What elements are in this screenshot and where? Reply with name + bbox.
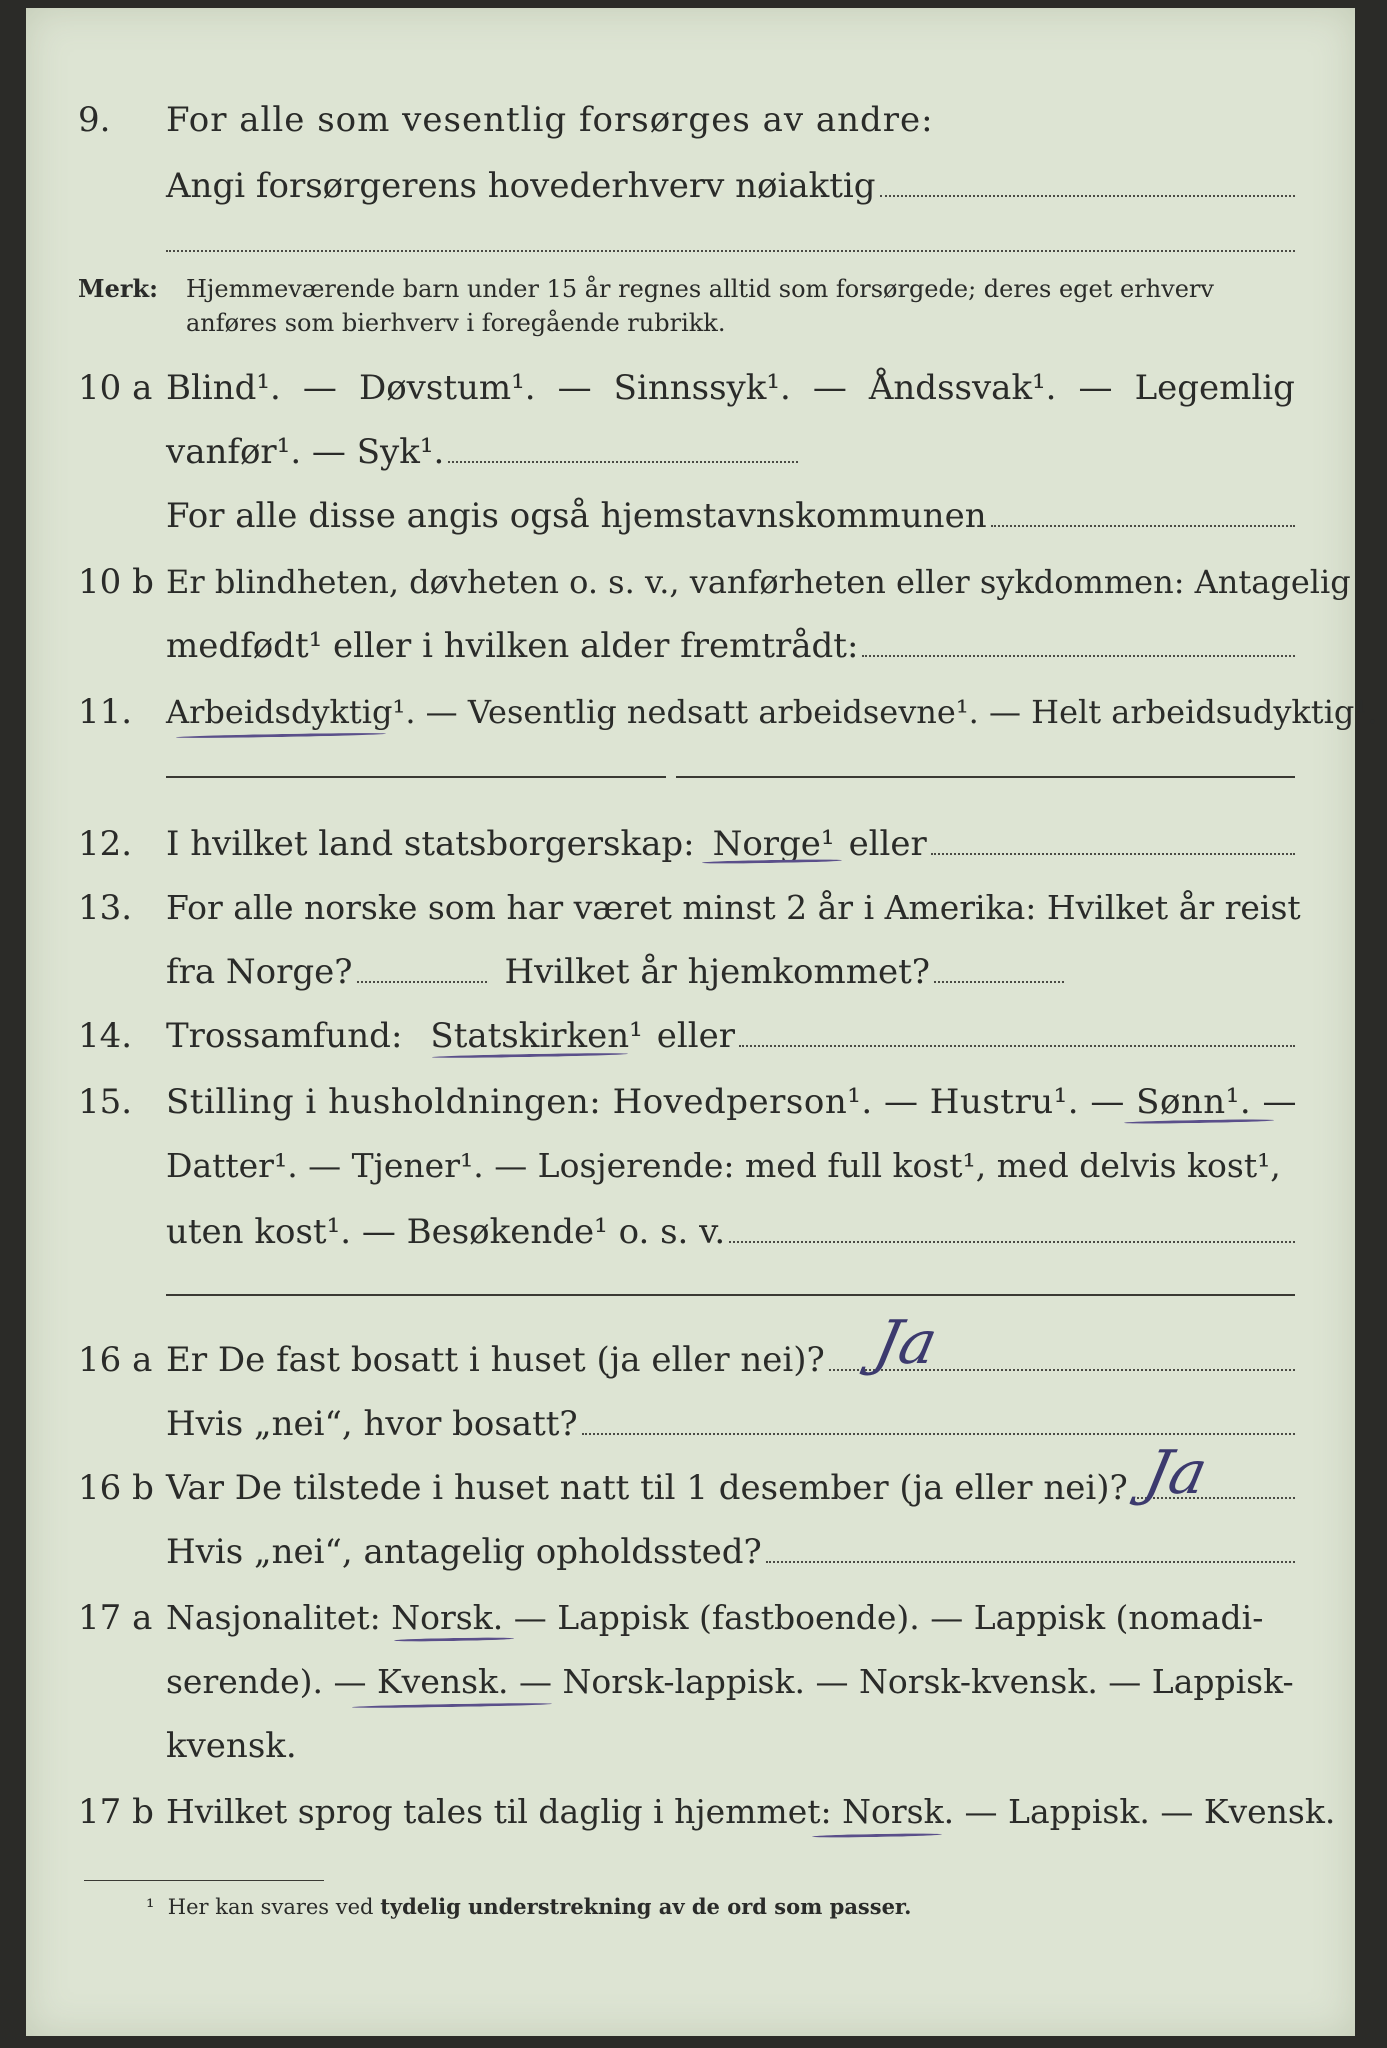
separator: —: [812, 368, 847, 408]
option-legemlig[interactable]: Legemlig: [1134, 368, 1295, 408]
question-13-line2-wrap: [166, 952, 1295, 992]
question-number: 17 b: [78, 1792, 154, 1832]
answer-field[interactable]: [739, 1045, 1295, 1047]
answer-field[interactable]: [862, 655, 1295, 657]
year-left-field[interactable]: [357, 981, 487, 983]
handwritten-underline: [176, 732, 386, 739]
question-number: 12.: [78, 824, 133, 864]
question-number: 11.: [78, 692, 133, 732]
handwritten-underline: [812, 1833, 942, 1838]
note-text: Hjemmeværende barn under 15 år regnes alltid som forsørgede; deres eget erhverv anføres som bierhverv i foregående rubrikk.: [186, 275, 1214, 337]
option-norge[interactable]: Norge¹: [712, 824, 835, 864]
question-text: Nasjonalitet: Norsk. — Lappisk (fastboende). — Lappisk (nomadi-: [166, 1598, 1264, 1637]
question-text: I hvilket land statsborgerskap:: [166, 824, 695, 864]
question-text: Hvilket år hjemkommet?: [504, 952, 931, 992]
answer-field[interactable]: [931, 853, 1295, 855]
footnote-emphasis: tydelig understrekning av de ord som passer.: [380, 1894, 912, 1919]
question-number: 15.: [78, 1082, 133, 1122]
answer-line[interactable]: [676, 776, 1295, 778]
question-text: Datter¹. — Tjener¹. — Losjerende: med full kost¹, med delvis kost¹,: [166, 1146, 1281, 1185]
question-text: For alle som vesentlig forsørges av andre:: [166, 100, 934, 140]
question-14-wrap: [166, 1016, 1295, 1056]
year-returned-field[interactable]: [934, 981, 1064, 983]
question-number: 9.: [78, 100, 111, 140]
question-text: serende). — Kvensk. — Norsk-lappisk. — Norsk-kvensk. — Lappisk-: [166, 1662, 1294, 1701]
question-10b-line2-wrap: [166, 626, 1295, 666]
question-12-wrap: [166, 824, 1295, 864]
question-text: Hvilket sprog tales til daglig i hjemmet: Norsk. — Lappisk. — Kvensk.: [166, 1792, 1336, 1831]
question-text: Trossamfund:: [166, 1016, 403, 1056]
question-number: 14.: [78, 1016, 133, 1056]
question-15-line3-wrap: [166, 1212, 1295, 1252]
answer-field[interactable]: [991, 525, 1295, 527]
footnote-mark: ¹: [146, 1895, 155, 1919]
question-number: 13.: [78, 888, 133, 928]
question-16a-wrap: [166, 1340, 1295, 1380]
question-text: kvensk.: [166, 1726, 297, 1766]
answer-field[interactable]: [448, 461, 798, 463]
answer-field[interactable]: [729, 1241, 1295, 1243]
question-text: Er blindheten, døvheten o. s. v., vanførheten eller sykdommen: Antagelig: [166, 563, 1351, 601]
question-text: medfødt¹ eller i hvilken alder fremtrådt:: [166, 626, 859, 666]
question-text: vanfør¹. — Syk¹.: [166, 432, 445, 472]
question-text: Angi forsørgerens hovederhverv nøiaktig: [166, 166, 876, 206]
separator: —: [1078, 368, 1113, 408]
question-16a-line2-wrap: [166, 1404, 1295, 1444]
answer-field[interactable]: [582, 1433, 1295, 1435]
question-16b-line2-wrap: [166, 1532, 1295, 1572]
question-options: [166, 368, 1295, 408]
question-16b-wrap: [166, 1468, 1295, 1508]
question-text: For alle disse angis også hjemstavnskommunen: [166, 496, 987, 536]
question-text: eller: [656, 1016, 735, 1056]
option-blind[interactable]: Blind¹.: [166, 368, 281, 408]
question-number: 17 a: [78, 1598, 153, 1638]
question-number: 16 b: [78, 1468, 154, 1508]
answer-field[interactable]: [766, 1561, 1295, 1563]
question-number: 10 a: [78, 368, 153, 408]
question-text: eller: [848, 824, 927, 864]
question-number: 10 b: [78, 562, 154, 602]
answer-line[interactable]: [166, 250, 1295, 252]
handwritten-underline: [352, 1702, 552, 1708]
question-text: uten kost¹. — Besøkende¹ o. s. v.: [166, 1212, 726, 1252]
option-statskirken[interactable]: Statskirken¹: [430, 1016, 643, 1056]
separator: —: [302, 368, 337, 408]
separator: —: [557, 368, 592, 408]
question-text: Var De tilstede i huset natt til 1 desember (ja eller nei)?: [166, 1468, 1128, 1508]
question-9-line2-wrap: [166, 166, 1295, 206]
question-text: Hvis „nei“, antagelig opholdssted?: [166, 1532, 762, 1572]
footnote-rule: [84, 1880, 324, 1881]
handwritten-answer[interactable]: Ja: [1138, 1438, 1214, 1508]
census-form-page: [26, 8, 1378, 2036]
answer-line[interactable]: [166, 1294, 1295, 1296]
question-10a-line3-wrap: [166, 496, 1295, 536]
question-text: For alle norske som har været minst 2 år i Amerika: Hvilket år reist: [166, 888, 1301, 927]
question-text: Stilling i husholdningen: Hovedperson¹. — Hustru¹. — Sønn¹. —: [166, 1082, 1297, 1122]
question-text: Arbeidsdyktig¹. — Vesentlig nedsatt arbeidsevne¹. — Helt arbeidsudyktig¹.: [166, 693, 1378, 731]
footnote: [146, 1894, 911, 1919]
question-number: 16 a: [78, 1340, 153, 1380]
note-label: Merk:: [78, 274, 158, 303]
answer-field[interactable]: [880, 195, 1295, 197]
footnote-text: Her kan svares ved: [167, 1895, 374, 1919]
question-text: fra Norge?: [166, 952, 353, 992]
option-andssvak[interactable]: Åndssvak¹.: [868, 368, 1057, 408]
question-10a-line2-wrap: [166, 432, 1295, 472]
handwritten-answer[interactable]: Ja: [868, 1308, 944, 1378]
option-dovstum[interactable]: Døvstum¹.: [358, 368, 536, 408]
answer-line[interactable]: [166, 776, 666, 778]
question-text: Er De fast bosatt i huset (ja eller nei)?: [166, 1340, 825, 1380]
question-text: Hvis „nei“, hvor bosatt?: [166, 1404, 578, 1444]
option-sinnssyk[interactable]: Sinnssyk¹.: [613, 368, 791, 408]
